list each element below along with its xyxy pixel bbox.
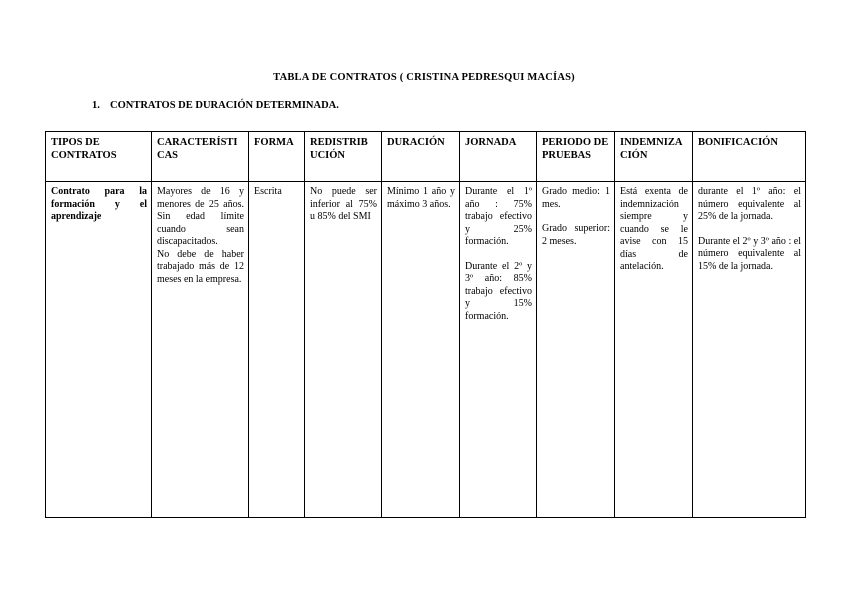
table-header-row — [46, 132, 806, 182]
cell-forma: Escrita — [249, 182, 305, 518]
section-number: 1. — [92, 100, 100, 111]
periodo-paragraph: Grado medio: 1 mes. — [542, 186, 610, 210]
header-forma: FORMA — [249, 132, 305, 182]
periodo-paragraph: Grado superior: 2 meses. — [542, 223, 610, 247]
table-row — [46, 182, 806, 518]
cell-redistribucion: No puede ser inferior al 75% u 85% del SMI — [305, 182, 382, 518]
jornada-paragraph: Durante el 1º año : 75% trabajo efectivo y 25% formación. — [465, 186, 532, 247]
header-caracteristicas: CARACTERÍSTI CAS — [152, 132, 249, 182]
header-duracion: DURACIÓN — [382, 132, 460, 182]
contracts-table — [45, 131, 806, 518]
cell-caracteristicas — [152, 182, 249, 518]
cell-duracion: Mínimo 1 año y máximo 3 años. — [382, 182, 460, 518]
jornada-paragraph: Durante el 2º y 3º año: 85% trabajo efectivo y 15% formación. — [465, 260, 532, 322]
cell-jornada — [460, 182, 537, 518]
header-jornada: JORNADA — [460, 132, 537, 182]
header-periodo-pruebas: PERIODO DE PRUEBAS — [537, 132, 615, 182]
caracteristicas-line: No debe de haber trabajado más de 12 meses en la empresa. — [157, 248, 244, 285]
cell-tipo-contrato: Contrato para la formación y el aprendizaje — [46, 182, 152, 518]
section-heading — [92, 100, 339, 111]
cell-periodo-pruebas — [537, 182, 615, 518]
header-bonificacion: BONIFICACIÓN — [693, 132, 806, 182]
cell-bonificacion — [693, 182, 806, 518]
header-redistribucion: REDISTRIB UCIÓN — [305, 132, 382, 182]
header-indemnizacion: INDEMNIZA CIÓN — [615, 132, 693, 182]
cell-indemnizacion: Está exenta de indemnización siempre y cuando se le avise con 15 días de antelación. — [615, 182, 693, 518]
bonificacion-paragraph: Durante el 2º y 3º año : el número equivalente al 15% de la jornada. — [698, 235, 801, 272]
bonificacion-paragraph: durante el 1º año: el número equivalente al 25% de la jornada. — [698, 186, 801, 222]
header-tipos: TIPOS DE CONTRATOS — [46, 132, 152, 182]
section-title: CONTRATOS DE DURACIÓN DETERMINADA. — [110, 100, 339, 111]
caracteristicas-line: Mayores de 16 y menores de 25 años. Sin edad límite cuando sean discapacitados. — [157, 186, 244, 247]
document-title: TABLA DE CONTRATOS ( CRISTINA PEDRESQUI MACÍAS) — [273, 72, 575, 83]
